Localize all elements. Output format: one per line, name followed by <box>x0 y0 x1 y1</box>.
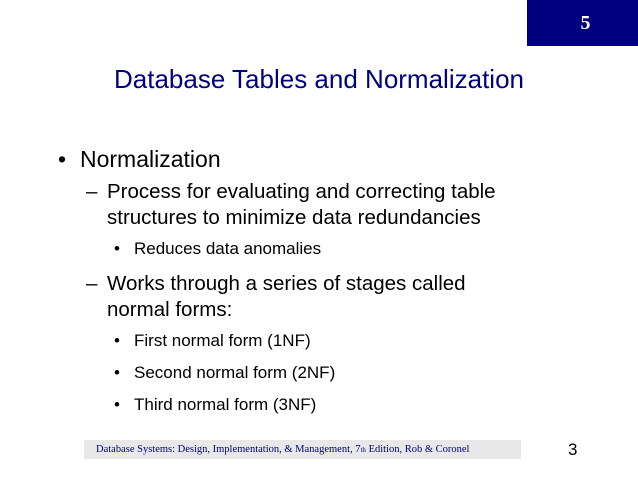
dot-marker: • <box>114 239 120 258</box>
sub-bullet-2-line2: normal forms: <box>107 298 233 321</box>
sub-bullet-2-line1: Works through a series of stages called <box>107 272 466 295</box>
normal-form-item <box>114 395 316 415</box>
dash-marker: – <box>86 180 98 203</box>
sub-sub-bullet-text: Reduces data anomalies <box>134 239 322 258</box>
normal-form-text: Third normal form (3NF) <box>134 395 317 414</box>
bullet-marker: • <box>58 146 67 172</box>
bullet-text: Normalization <box>80 146 221 172</box>
sub-sub-bullet <box>114 239 321 259</box>
dash-marker: – <box>86 272 98 295</box>
chapter-number-badge <box>527 0 638 46</box>
footer-text-end: Edition, Rob & Coronel <box>365 444 470 455</box>
page-number: 3 <box>568 440 578 459</box>
normal-form-item <box>114 331 311 351</box>
sub-bullet-1-line1: Process for evaluating and correcting table <box>107 180 496 203</box>
sub-bullet-1-line2: structures to minimize data redundancies <box>107 206 481 229</box>
slide-title: Database Tables and Normalization <box>114 64 524 94</box>
dot-marker: • <box>114 395 120 414</box>
sub-bullet-1 <box>86 180 496 204</box>
normal-form-item <box>114 363 335 383</box>
normal-form-text: First normal form (1NF) <box>134 331 311 350</box>
chapter-number: 5 <box>580 11 591 34</box>
footer-text-start: Database Systems: Design, Implementation, & Management, 7 <box>96 444 361 455</box>
sub-bullet-2-continuation <box>107 298 232 322</box>
dot-marker: • <box>114 363 120 382</box>
footer-citation: Database Systems: Design, Implementation, & Management, 7 th Edition, Rob & Coronel <box>84 440 521 459</box>
dot-marker: • <box>114 331 120 350</box>
normal-form-text: Second normal form (2NF) <box>134 363 336 382</box>
bullet-level1 <box>58 146 221 173</box>
sub-bullet-2 <box>86 272 466 296</box>
sub-bullet-1-continuation <box>107 206 481 230</box>
